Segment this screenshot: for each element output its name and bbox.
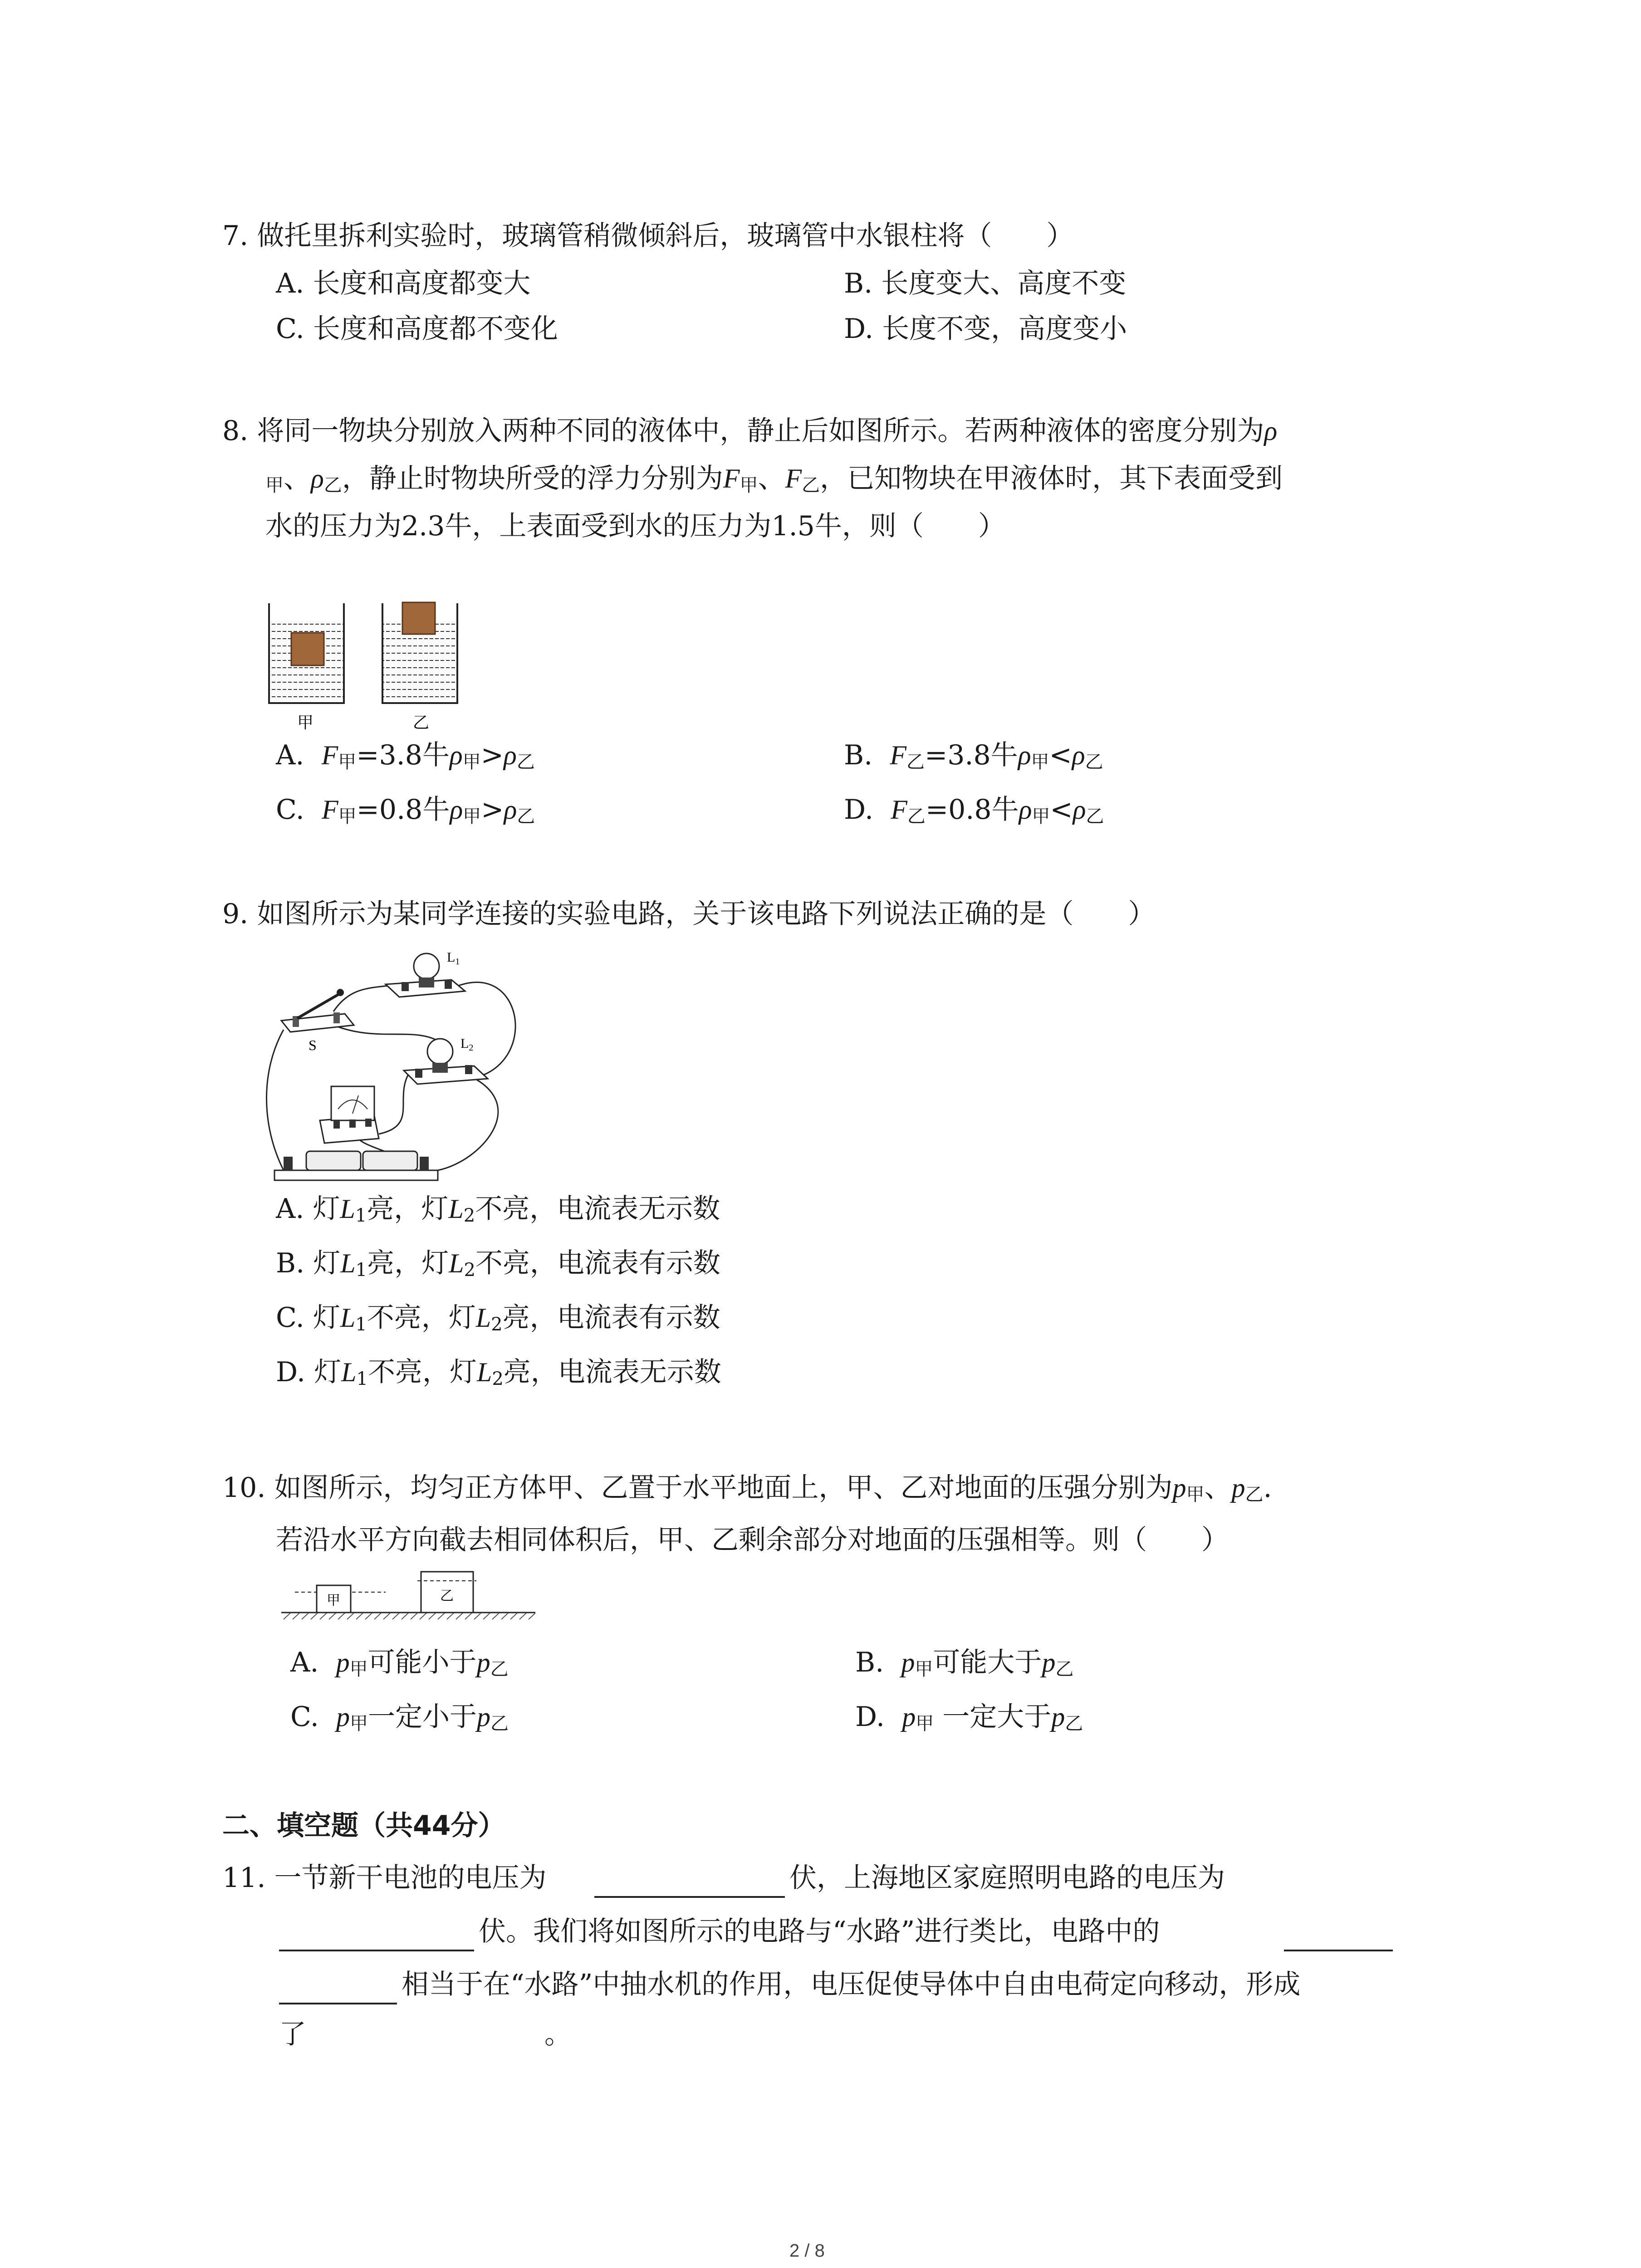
q10-option-b: B. $p_甲$可能大于$p_乙$	[855, 1647, 1074, 1680]
beaker-label-yi: 乙	[413, 714, 430, 732]
q11-line1-b: 伏，上海地区家庭照明电路的电压为	[789, 1862, 1225, 1894]
q9-circuit-figure	[265, 934, 547, 1188]
q7-option-b: B. 长度变大、高度不变	[844, 268, 1127, 299]
q11-blank-1[interactable]	[594, 1896, 785, 1898]
q10-figure	[281, 1569, 540, 1642]
q7-stem: 7. 做托里拆利实验时，玻璃管稍微倾斜后，玻璃管中水银柱将（ ）	[222, 220, 1074, 252]
q11-line4-b: 。	[544, 2019, 572, 2050]
cube-yi-label: 乙	[440, 1588, 454, 1604]
wire-l1-right	[456, 982, 515, 1075]
q8-line3: 水的压力为2.3牛，上表面受到水的压力为1.5牛，则（ ）	[265, 510, 1005, 542]
ground-hatching	[284, 1613, 535, 1619]
ammeter	[320, 1086, 379, 1143]
q8-line1: 8. 将同一物块分别放入两种不同的液体中，静止后如图所示。若两种液体的密度分别为ρ	[222, 415, 1278, 447]
q10-option-c: C. $p_甲$一定小于$p_乙$	[290, 1701, 509, 1734]
label-l1: $L_1$	[447, 950, 460, 967]
q10-line1: 10. 如图所示，均匀正方体甲、乙置于水平地面上，甲、乙对地面的压强分别为$p_甲$、$p_乙$.	[222, 1472, 1272, 1505]
q11-line1-a: 11. 一节新干电池的电压为	[222, 1862, 547, 1894]
label-l2: $L_2$	[460, 1036, 474, 1053]
q10-line2: 若沿水平方向截去相同体积后，甲、乙剩余部分对地面的压强相等。则（ ）	[276, 1524, 1229, 1556]
page-number: 2 / 8	[789, 2241, 825, 2261]
q11-line4-a: 了	[279, 2019, 306, 2050]
block-yi	[402, 602, 435, 634]
wire-ammeter	[379, 1070, 411, 1134]
block-jia	[291, 633, 324, 665]
bulb-l2	[404, 1039, 488, 1084]
q11-line3-a: 相当于在“水路”中抽水机的作用，电压促使导体中自由电荷定向移动，形成	[402, 1969, 1301, 2000]
wire-switch-l1	[333, 984, 397, 1012]
q9-option-d: D. 灯$L_1$不亮，灯$L_2$亮，电流表无示数	[276, 1356, 721, 1389]
q7-option-d: D. 长度不变，高度变小	[844, 313, 1127, 345]
beaker-yi	[382, 602, 457, 703]
q8-option-d: D. $F_乙=0.8$牛$\rho_甲<\rho_乙$	[844, 794, 1104, 827]
q8-option-a: A. $F_甲=3.8$牛$\rho_甲>\rho_乙$	[276, 739, 535, 772]
q10-option-d: D. $p_甲$ 一定大于$p_乙$	[855, 1701, 1083, 1734]
wire-left	[267, 1030, 284, 1170]
q7-option-c: C. 长度和高度都不变化	[276, 313, 558, 345]
q8-figure	[265, 599, 465, 735]
q9-option-b: B. 灯$L_1$亮，灯$L_2$不亮，电流表有示数	[276, 1247, 720, 1281]
wire-switch-l2	[333, 1025, 442, 1043]
q8-option-b: B. $F_乙=3.8$牛$\rho_甲<\rho_乙$	[844, 739, 1103, 772]
q10-option-a: A. $p_甲$可能小于$p_乙$	[290, 1647, 509, 1680]
q9-stem: 9. 如图所示为某同学连接的实验电路，关于该电路下列说法正确的是（ ）	[222, 898, 1156, 930]
q11-blank-4[interactable]	[313, 2053, 540, 2054]
q11-blank-3a[interactable]	[1284, 1950, 1393, 1951]
q11-blank-2[interactable]	[279, 1950, 474, 1951]
cube-jia-label: 甲	[327, 1593, 340, 1608]
q9-option-a: A. 灯$L_1$亮，灯$L_2$不亮，电流表无示数	[276, 1193, 720, 1226]
q11-blank-3b[interactable]	[279, 2003, 397, 2004]
q7-option-a: A. 长度和高度都变大	[276, 268, 531, 299]
q8-line2: $_甲$、$\rho_乙$，静止时物块所受的浮力分别为$F_甲$、$F_乙$，已知物块在甲液体时，其下表面受到	[265, 463, 1283, 496]
beaker-jia	[269, 603, 344, 703]
wire-l2-battery	[438, 1070, 498, 1170]
label-s: S	[309, 1037, 317, 1053]
switch-s	[281, 989, 354, 1032]
section-title: 二、填空题（共44分）	[222, 1810, 505, 1842]
beaker-label-jia: 甲	[297, 714, 314, 732]
q9-option-c: C. 灯$L_1$不亮，灯$L_2$亮，电流表有示数	[276, 1302, 720, 1335]
battery	[274, 1151, 438, 1180]
q8-option-c: C. $F_甲=0.8$牛$\rho_甲>\rho_乙$	[276, 794, 535, 827]
q11-line2-a: 伏。我们将如图所示的电路与“水路”进行类比，电路中的	[479, 1916, 1160, 1947]
